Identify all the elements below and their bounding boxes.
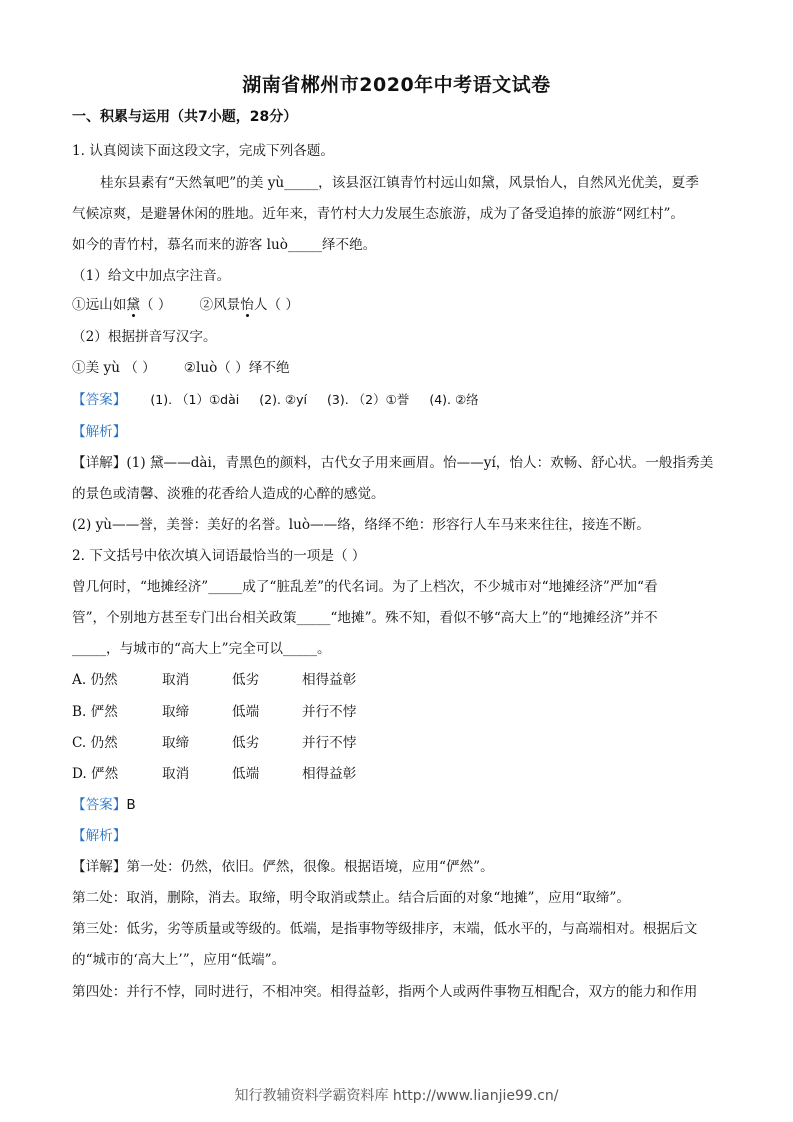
option-label: A. 仍然 xyxy=(72,672,118,688)
q1-detail-line-2: 的景色或清馨、淡雅的花香给人造成的心醉的感觉。 xyxy=(72,486,385,502)
option-word: 相得益彰 xyxy=(302,766,357,782)
q1-sub1-items xyxy=(72,295,727,315)
q1-passage-line-3: 如今的青竹村，慕名而来的游客 luò_____绎不绝。 xyxy=(72,237,377,253)
answer-value: B xyxy=(126,797,136,813)
sub1-b-prefix: ②风景 xyxy=(199,297,241,313)
answer-item: (4). ②络 xyxy=(429,392,479,407)
option-word: 低劣 xyxy=(232,735,260,751)
option-word: 低端 xyxy=(232,766,260,782)
option-word: 取缔 xyxy=(162,704,190,720)
option-word: 取缔 xyxy=(162,735,190,751)
q1-sub2-items xyxy=(72,358,727,378)
q2-detail-line-1: 【详解】第一处：仍然，依旧。俨然，很像。根据语境，应用“俨然”。 xyxy=(72,859,494,875)
answer-tag: 【答案】 xyxy=(72,392,127,408)
q2-detail-line-3: 第三处：低劣，劣等质量或等级的。低端，是指事物等级排序，末端，低水平的，与高端相对。根据后文 xyxy=(72,921,698,937)
answer-item: (2). ②yí xyxy=(259,392,307,407)
analysis-tag: 【解析】 xyxy=(72,424,127,440)
option-word: 低劣 xyxy=(232,672,260,688)
q2-option-b xyxy=(72,702,727,722)
q2-passage-line-1: 曾几何时，“地摊经济”_____成了“脏乱差”的代名词。为了上档次，不少城市对“地摊经济”严加“看 xyxy=(72,579,658,595)
q2-passage-line-2: 管”，个别地方甚至专门出台相关政策_____“地摊”。殊不知，看似不够“高大上”的“地摊经济”并不 xyxy=(72,610,658,626)
q2-detail-line-4: 的“城市的‘高大上’”，应用“低端”。 xyxy=(72,952,286,968)
option-word: 并行不悖 xyxy=(302,704,357,720)
sub2-a: ①美 yù （ ） xyxy=(72,360,156,376)
q1-stem: 1. 认真阅读下面这段文字，完成下列各题。 xyxy=(72,143,334,159)
q1-sub2: （2）根据拼音写汉字。 xyxy=(72,329,217,345)
option-word: 取消 xyxy=(162,766,190,782)
dotted-char-dai: 黛 xyxy=(126,297,140,313)
option-label: C. 仍然 xyxy=(72,735,118,751)
section-heading: 一、积累与运用（共7小题，28分） xyxy=(72,109,298,125)
option-label: D. 俨然 xyxy=(72,766,119,782)
q1-passage-line-1: 桂东县素有“天然氧吧”的美 yù_____，该县沤江镇青竹村远山如黛，风景怡人，自然风光优美，夏季 xyxy=(100,175,699,191)
q2-option-c xyxy=(72,733,727,753)
analysis-tag: 【解析】 xyxy=(72,828,127,844)
answer-item: (1). （1）①dài xyxy=(150,392,240,407)
q2-option-d xyxy=(72,764,727,784)
q2-detail-line-2: 第二处：取消，删除，消去。取缔，明令取消或禁止。结合后面的对象“地摊”，应用“取缔”。 xyxy=(72,890,630,906)
option-label: B. 俨然 xyxy=(72,704,118,720)
q1-detail-line-1: 【详解】(1) 黛——dài，青黑色的颜料，古代女子用来画眉。怡——yí，怡人：欢畅、舒心状。一般指秀美 xyxy=(72,455,714,471)
q2-stem: 2. 下文括号中依次填入词语最恰当的一项是（ ） xyxy=(72,548,366,564)
sub1-b-suffix: 人（ ） xyxy=(253,297,299,313)
q2-passage-line-3: _____，与城市的“高大上”完全可以_____。 xyxy=(72,641,331,657)
q1-passage-line-2: 气候凉爽，是避暑休闲的胜地。近年来，青竹村大力发展生态旅游，成为了备受追捧的旅游“网红村”。 xyxy=(72,206,685,222)
sub1-a-prefix: ①远山如 xyxy=(72,297,127,313)
option-word: 取消 xyxy=(162,672,190,688)
sub2-b: ②luò（ ）绎不绝 xyxy=(183,360,290,376)
q1-answer-row xyxy=(72,390,727,410)
footer-watermark: 知行教辅资料学霸资料库 http://www.lianjie99.cn/ xyxy=(234,1088,559,1104)
option-word: 相得益彰 xyxy=(302,672,357,688)
sub1-a-blank: （ ） xyxy=(139,297,172,313)
q1-sub1: （1）给文中加点字注音。 xyxy=(72,268,231,284)
q2-option-a xyxy=(72,670,727,690)
page-title: 湖南省郴州市2020年中考语文试卷 xyxy=(242,74,551,96)
answer-tag: 【答案】 xyxy=(72,797,127,813)
dotted-char-yi: 怡 xyxy=(240,297,254,313)
answer-item: (3). （2）①誉 xyxy=(327,392,410,407)
option-word: 低端 xyxy=(232,704,260,720)
q2-answer-row xyxy=(72,795,727,815)
q2-detail-line-5: 第四处：并行不悖，同时进行，不相冲突。相得益彰，指两个人或两件事物互相配合，双方的能力和作用 xyxy=(72,984,698,1000)
option-word: 并行不悖 xyxy=(302,735,357,751)
q1-detail-line-3: (2) yù——誉，美誉：美好的名誉。luò——络，络绎不绝：形容行人车马来来往往，接连不断。 xyxy=(72,517,650,533)
